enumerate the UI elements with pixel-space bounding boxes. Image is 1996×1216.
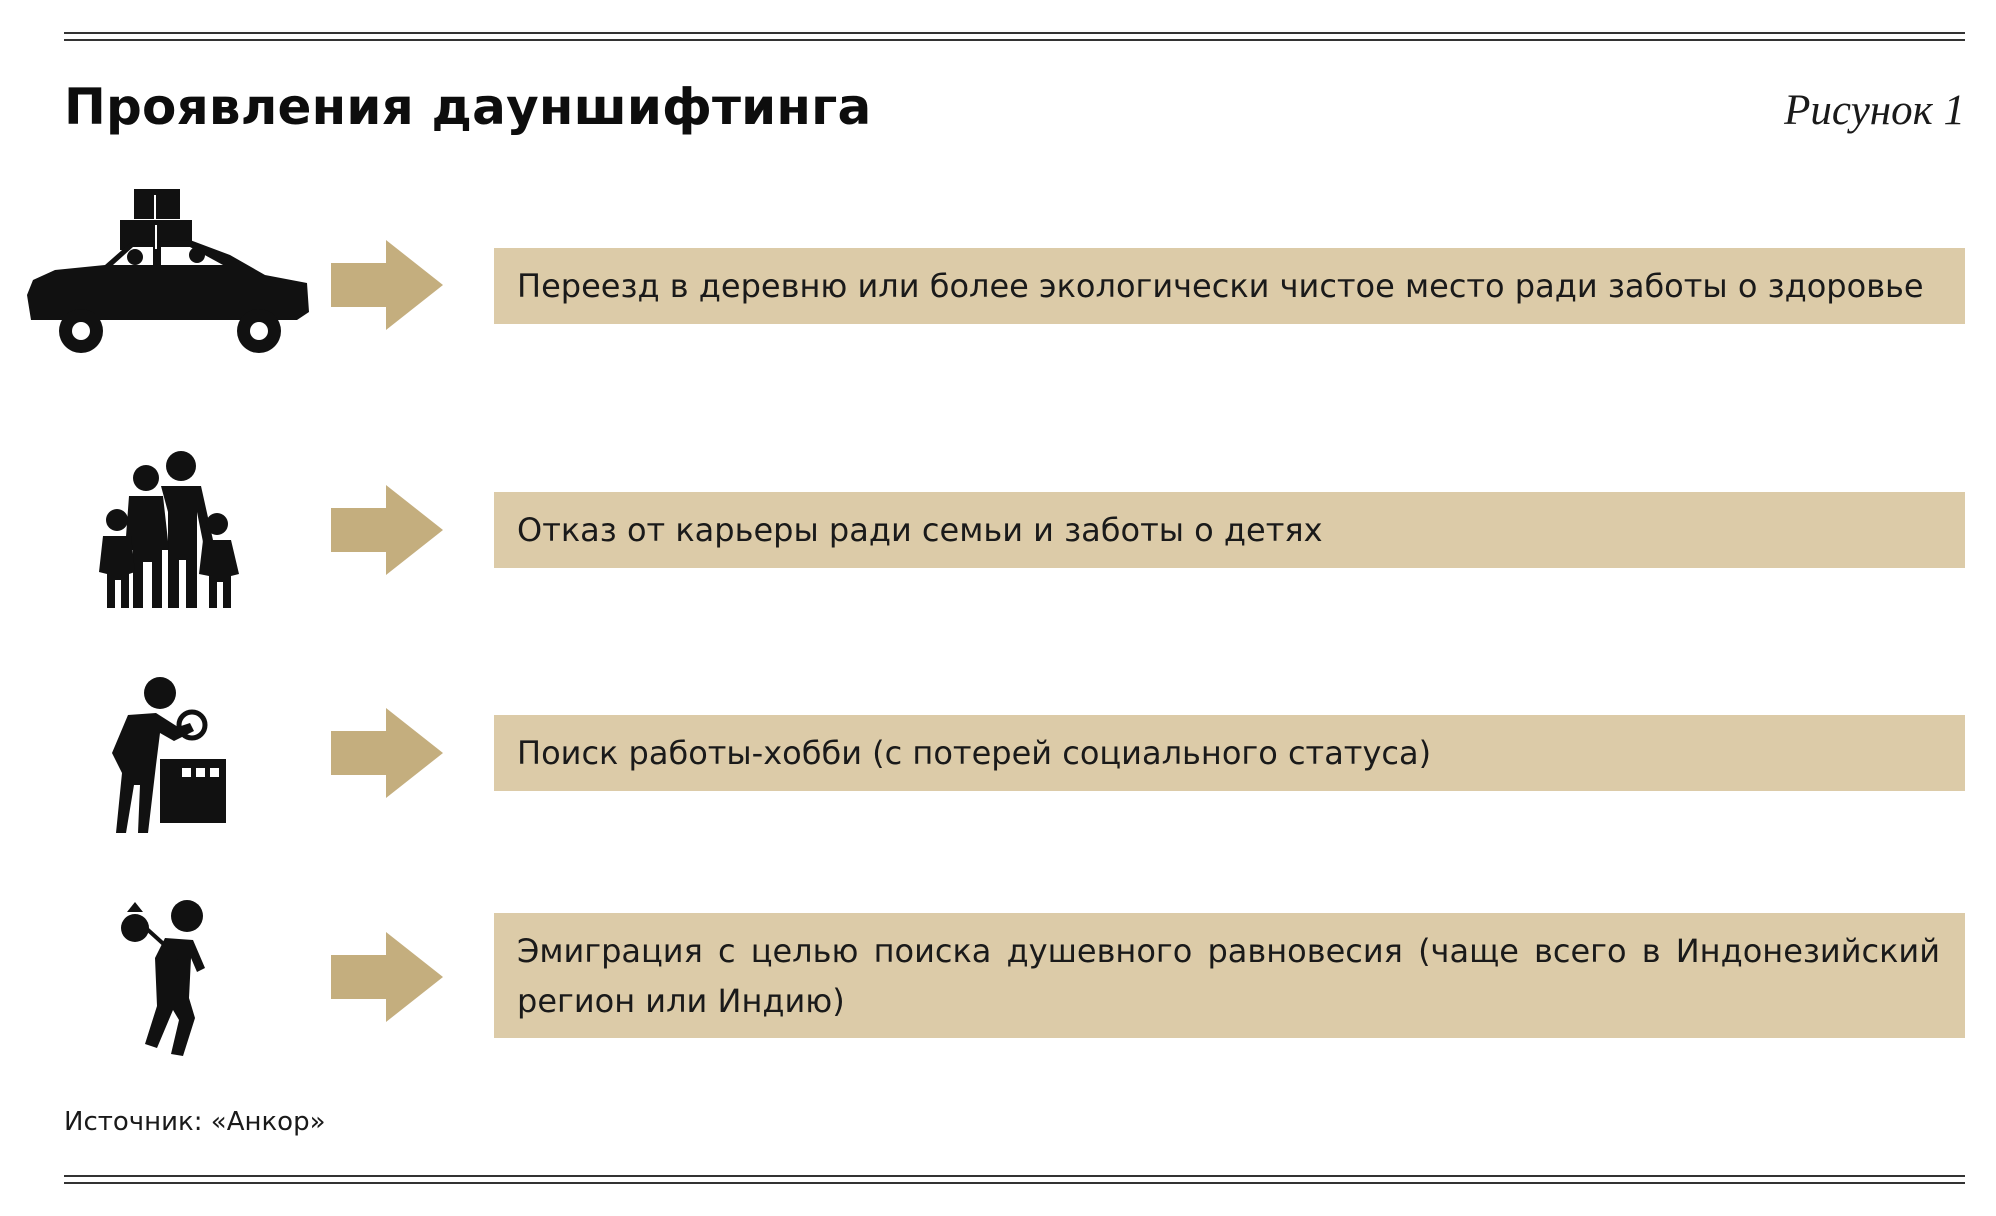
manifestation-text: Поиск работы-хобби (с потерей социального статуса) [517,734,1432,772]
manifestation-box [494,913,1965,1038]
arrow-right-icon [331,240,443,330]
figure-number: Рисунок 1 [1784,87,1965,134]
traveler-bindle-icon [115,898,225,1058]
car-with-luggage-icon [25,185,315,355]
manifestation-text: Эмиграция с целью поиска душевного равновесия (чаще всего в Индонезийский регион или Индию) [517,931,1940,1020]
manifestation-text: Переезд в деревню или более экологически чистое место ради заботы о здоровье [517,267,1924,305]
person-magnifier-icon [98,675,238,835]
top-rule-outer [64,32,1965,34]
manifestation-box [494,492,1965,568]
arrow-right-icon [331,485,443,575]
bottom-rule-outer [64,1175,1965,1177]
family-icon [85,450,245,610]
manifestation-box [494,715,1965,791]
source-note: Источник: «Анкор» [64,1107,326,1137]
manifestation-box [494,248,1965,324]
manifestation-text: Отказ от карьеры ради семьи и заботы о детях [517,511,1323,549]
top-rule-inner [64,39,1965,41]
figure-title: Проявления дауншифтинга [64,78,872,136]
arrow-right-icon [331,932,443,1022]
bottom-rule-inner [64,1182,1965,1184]
arrow-right-icon [331,708,443,798]
